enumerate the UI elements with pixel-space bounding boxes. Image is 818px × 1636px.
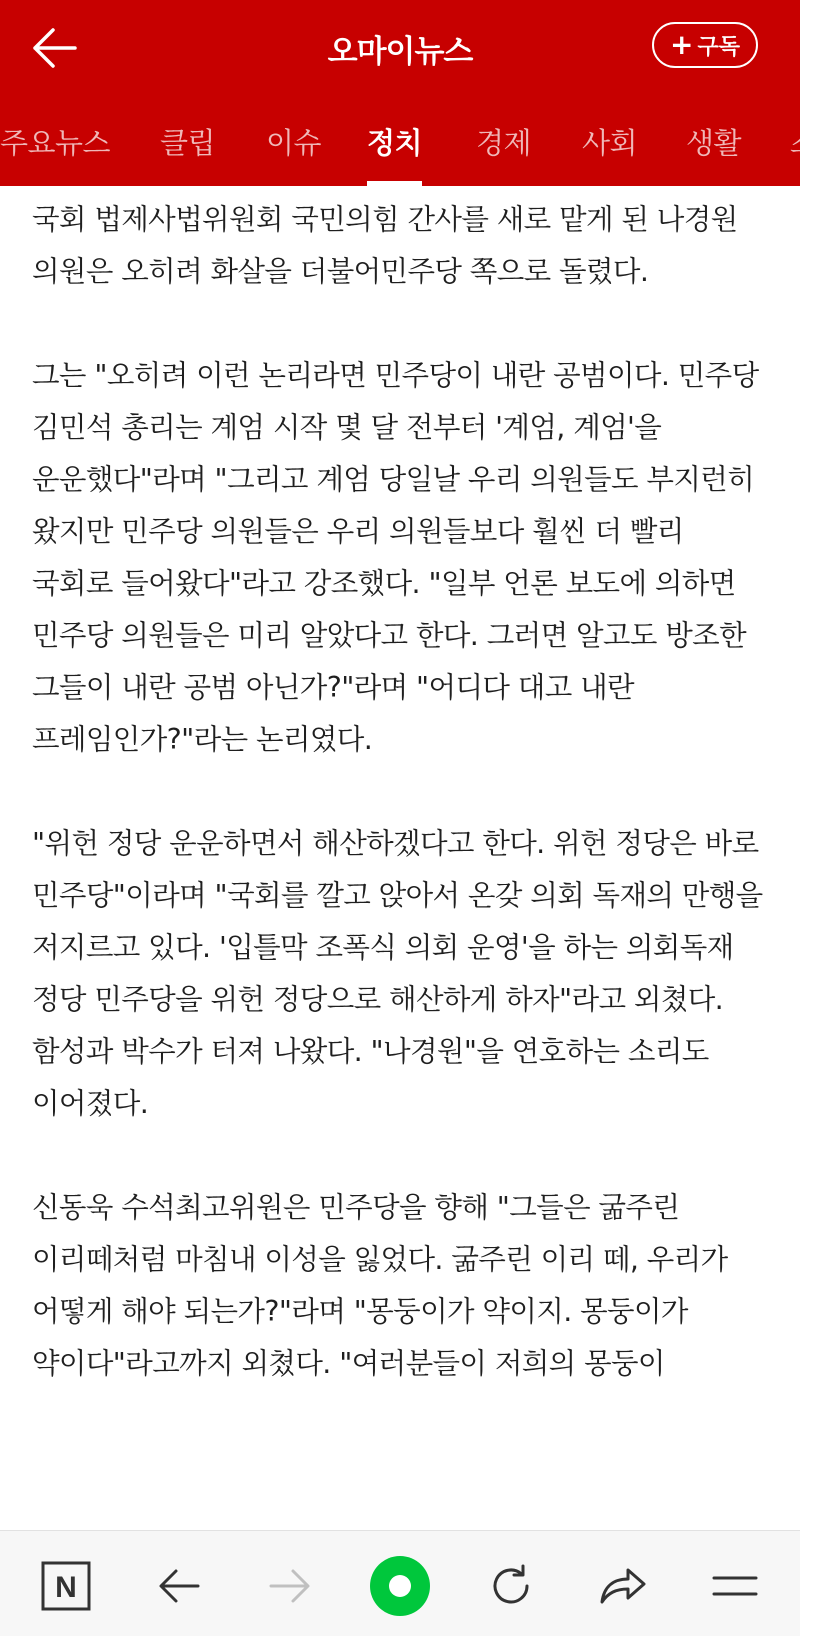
subscribe-label: 구독 — [697, 34, 740, 60]
article-paragraph: 그는 "오히려 이런 논리라면 민주당이 내란 공범이다. 민주당 김민석 총리는 계엄 시작 몇 달 전부터 '계엄, 계엄'을 운운했다"라며 "그리고 계엄 당일날 우리 의원들도 부지런히 왔지만 민주당 의원들은 우리 의원들보다 훨씬 더 빨리 국회로 들어왔다"라고 강조했다. "일부 언론 보도에 의하면 민주당 의원들은 미리 알았다고 한다. 그러면 알고도 방조한 그들이 내란 공범 아닌가?"라며 "어디다 대고 내란 프레임인가?"라는 논리였다. — [32, 359, 759, 756]
tab-issue[interactable]: 이슈 — [266, 125, 322, 160]
app-title: 오마이뉴스 — [327, 33, 473, 70]
tab-sports[interactable]: 스 — [790, 125, 818, 160]
browser-forward-button[interactable] — [255, 1551, 325, 1621]
plus-icon: + — [670, 28, 694, 61]
category-tabs — [0, 96, 818, 186]
svg-text:N: N — [55, 1571, 77, 1604]
tab-politics[interactable]: 정치 — [367, 96, 422, 186]
share-button[interactable] — [588, 1551, 658, 1621]
refresh-button[interactable] — [476, 1551, 546, 1621]
subscribe-button[interactable] — [652, 22, 758, 68]
menu-button[interactable] — [700, 1551, 770, 1621]
arrow-right-icon — [267, 1566, 313, 1606]
bottom-toolbar — [0, 1530, 800, 1636]
app-header — [0, 0, 800, 97]
article-paragraph: 국회 법제사법위원회 국민의힘 간사를 새로 맡게 된 나경원 의원은 오히려 화살을 더불어민주당 쪽으로 돌렸다. — [32, 203, 738, 288]
arrow-left-icon — [156, 1566, 202, 1606]
refresh-icon — [487, 1562, 535, 1610]
menu-icon — [711, 1571, 759, 1601]
tab-main-news[interactable]: 주요뉴스 — [0, 125, 111, 160]
article-paragraph: "위헌 정당 운운하면서 해산하겠다고 한다. 위헌 정당은 바로 민주당"이라며 "국회를 깔고 앉아서 온갖 의회 독재의 만행을 저지르고 있다. '입틀막 조폭식 의회 운영'을 하는 의회독재 정당 민주당을 위헌 정당으로 해산하게 하자"라고 외쳤다. 함성과 박수가 터져 나왔다. "나경원"을 연호하는 소리도 이어졌다. — [32, 827, 763, 1120]
back-button[interactable] — [24, 22, 84, 74]
browser-back-button[interactable] — [144, 1551, 214, 1621]
tab-life[interactable]: 생활 — [686, 125, 742, 160]
share-icon — [598, 1564, 648, 1608]
home-dot-icon — [368, 1554, 432, 1618]
back-arrow-icon — [29, 26, 79, 70]
naver-icon — [40, 1560, 92, 1612]
article-body — [32, 186, 772, 1530]
tab-society[interactable]: 사회 — [582, 125, 638, 160]
home-button[interactable] — [365, 1551, 435, 1621]
tab-economy[interactable]: 경제 — [476, 125, 532, 160]
article-paragraph: 신동욱 수석최고위원은 민주당을 향해 "그들은 굶주린 이리떼처럼 마침내 이성을 잃었다. 굶주린 이리 떼, 우리가 어떻게 해야 되는가?"라며 "몽둥이가 약이지. 몽둥이가 약이다"라고까지 외쳤다. "여러분들이 저희의 몽둥이 — [32, 1191, 728, 1380]
naver-button[interactable] — [31, 1551, 101, 1621]
tab-clip[interactable]: 클립 — [160, 125, 216, 160]
